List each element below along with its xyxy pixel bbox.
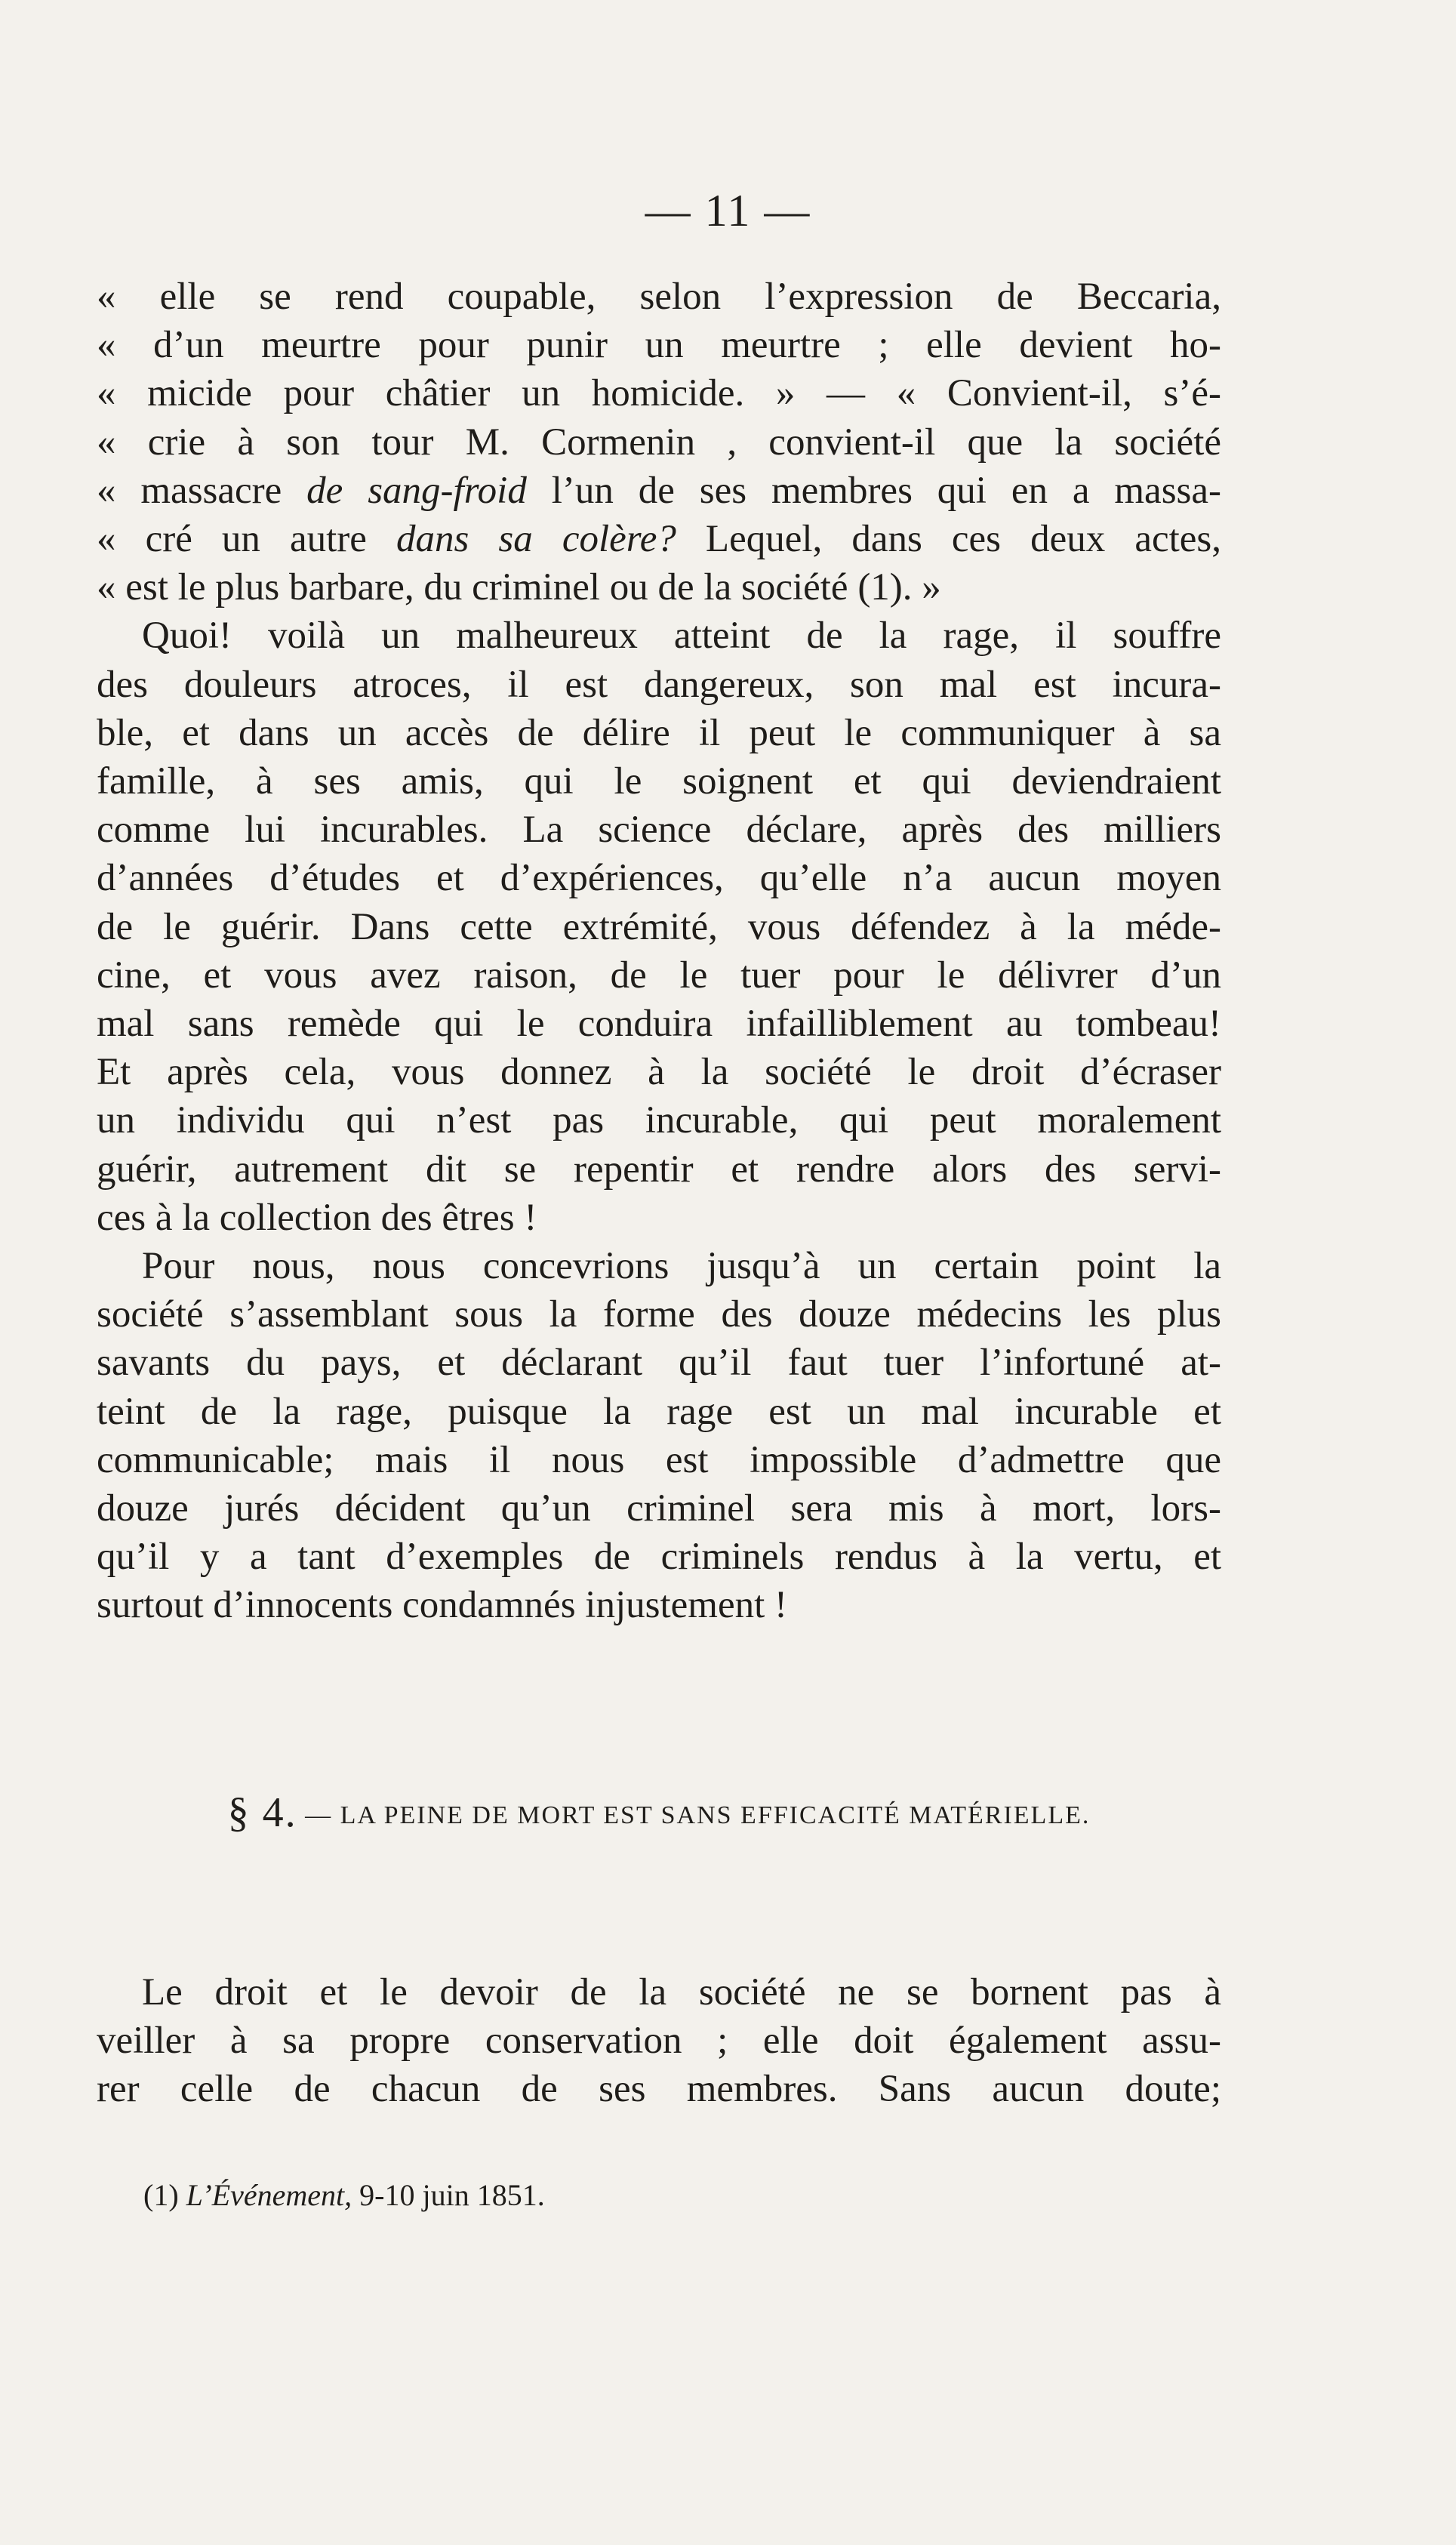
italic-phrase: dans sa colère? (396, 518, 676, 560)
text-line (97, 1291, 1221, 1338)
text-line (97, 2066, 1221, 2112)
footnote-date: 9-10 juin 1851. (359, 2178, 545, 2212)
text-line (97, 516, 1221, 562)
text-line (97, 1969, 1221, 2016)
text-line (97, 1339, 1221, 1386)
text-line (97, 661, 1221, 708)
footnote-source: L’Événement, (186, 2178, 352, 2212)
text-run: rer celle de chacun de ses membres. Sans aucun doute; (97, 2068, 1221, 2110)
footnote-marker: (1) (143, 2178, 179, 2212)
text-run: qu’il y a tant d’exemples de criminels rendus à la vertu, et (97, 1536, 1221, 1579)
text-line (97, 952, 1221, 999)
text-line (97, 806, 1221, 853)
page-number: — 11 — (645, 186, 811, 236)
text-line (97, 1533, 1221, 1580)
text-line (97, 612, 1221, 659)
text-run: teint de la rage, puisque la rage est un mal incurable et (97, 1390, 1221, 1433)
text-run: l’un de ses membres qui en a massa- (526, 469, 1221, 512)
italic-phrase: de sang-froid (306, 469, 527, 512)
text-line (97, 2017, 1221, 2064)
text-line (97, 1388, 1221, 1435)
section-heading (97, 1789, 1221, 1839)
text-run: « d’un meurtre pour punir un meurtre ; elle devient ho- (97, 324, 1221, 367)
section-mark: § 4. (227, 1789, 297, 1836)
text-line (97, 758, 1221, 805)
text-run: Lequel, dans ces deux actes, (676, 518, 1221, 560)
text-line (97, 273, 1221, 320)
text-run: « crie à son tour M. Cormenin , convient-il que la société (97, 421, 1221, 464)
text-line (97, 855, 1221, 901)
text-run: « cré un autre (97, 518, 396, 560)
text-run: Le droit et le devoir de la société ne se bornent pas à (142, 1971, 1221, 2014)
text-run: des douleurs atroces, il est dangereux, son mal est incura- (97, 663, 1221, 706)
text-run: guérir, autrement dit se repentir et rendre alors des servi- (97, 1148, 1221, 1191)
text-line (97, 370, 1221, 417)
text-run: surtout d’innocents condamnés injustement ! (97, 1584, 787, 1627)
text-line (97, 1000, 1221, 1047)
text-line (97, 1437, 1221, 1484)
text-line (97, 904, 1221, 951)
text-line (97, 1049, 1221, 1095)
footnote (143, 2174, 545, 2217)
text-run: « est le plus barbare, du criminel ou de la société (1). » (97, 566, 941, 609)
text-line (97, 1146, 1221, 1193)
text-run: ble, et dans un accès de délire il peut le communiquer à sa (97, 711, 1221, 754)
text-line (97, 1097, 1221, 1144)
text-line (97, 467, 1221, 514)
text-run: douze jurés décident qu’un criminel sera mis à mort, lors- (97, 1487, 1221, 1530)
text-run: de le guérir. Dans cette extrémité, vous défendez à la méde- (97, 905, 1221, 948)
text-line (97, 1194, 1221, 1241)
text-run: ces à la collection des êtres ! (97, 1196, 537, 1239)
text-run: Pour nous, nous concevrions jusqu’à un certain point la (142, 1245, 1221, 1287)
section-title: — LA PEINE DE MORT EST SANS EFFICACITÉ MATÉRIELLE. (305, 1801, 1091, 1829)
text-run: communicable; mais il nous est impossible d’admettre que (97, 1438, 1221, 1481)
text-run: d’années d’études et d’expériences, qu’elle n’a aucun moyen (97, 857, 1221, 900)
text-line (97, 1582, 1221, 1628)
text-run: « micide pour châtier un homicide. » — « Convient-il, s’é- (97, 372, 1221, 415)
text-run: « elle se rend coupable, selon l’expression de Beccaria, (97, 276, 1221, 318)
text-run: mal sans remède qui le conduira infailliblement au tombeau! (97, 1003, 1221, 1045)
text-run: Et après cela, vous donnez à la société le droit d’écraser (97, 1051, 1221, 1094)
text-run: société s’assemblant sous la forme des douze médecins les plus (97, 1293, 1221, 1336)
text-run: Quoi! voilà un malheureux atteint de la rage, il souffre (142, 615, 1221, 658)
text-run: un individu qui n’est pas incurable, qui peut moralement (97, 1099, 1221, 1142)
text-run: « massacre (97, 469, 307, 512)
text-run: veiller à sa propre conservation ; elle doit également assu- (97, 2020, 1221, 2062)
text-run: famille, à ses amis, qui le soignent et qui deviendraient (97, 760, 1221, 803)
text-line (97, 322, 1221, 368)
text-line (97, 419, 1221, 466)
text-run: comme lui incurables. La science déclare, après des milliers (97, 809, 1221, 852)
text-line (97, 564, 1221, 611)
text-run: cine, et vous avez raison, de le tuer pour le délivrer d’un (97, 954, 1221, 997)
text-run: savants du pays, et déclarant qu’il faut tuer l’infortuné at- (97, 1342, 1221, 1385)
text-line (97, 1485, 1221, 1532)
text-line (97, 1243, 1221, 1289)
text-line (97, 710, 1221, 756)
